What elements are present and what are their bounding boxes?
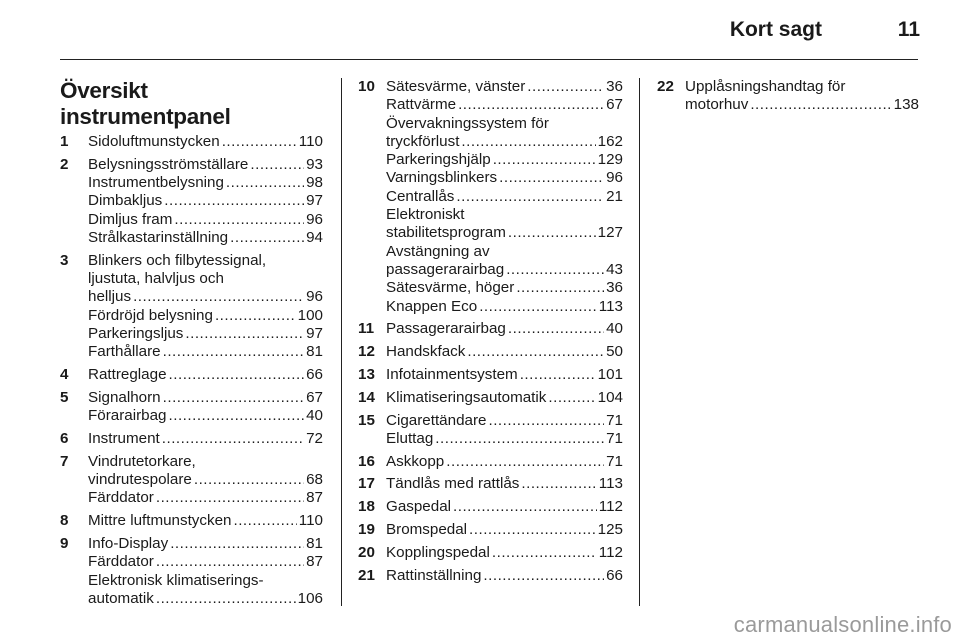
item-number: 11 <box>358 320 375 338</box>
page-reference[interactable]: 67 <box>606 96 623 114</box>
index-line <box>88 270 323 288</box>
entry-label: Sätesvärme, höger <box>386 279 515 297</box>
index-entry <box>358 78 623 316</box>
entry-label: Varningsblinkers <box>386 169 498 187</box>
leader-dots <box>456 188 604 206</box>
item-number: 5 <box>60 388 69 406</box>
entry-label: Dimljus fram <box>88 210 173 228</box>
item-number: 16 <box>358 452 375 470</box>
index-entry <box>358 567 623 585</box>
page-number: 11 <box>897 18 920 41</box>
leader-dots <box>467 343 604 361</box>
index-line <box>88 430 323 448</box>
index-entry <box>358 498 623 516</box>
leader-dots <box>435 430 604 448</box>
index-entry <box>358 544 623 562</box>
page-reference[interactable]: 129 <box>597 151 623 169</box>
entry-label: Infotainmentsystem <box>386 365 518 383</box>
index-line <box>88 553 323 571</box>
index-line <box>88 389 323 407</box>
index-line <box>386 206 623 224</box>
index-line <box>386 498 623 516</box>
index-line <box>88 192 323 210</box>
page-reference[interactable]: 72 <box>306 429 323 447</box>
entry-label: vindrutespolare <box>88 471 192 489</box>
page-reference[interactable]: 50 <box>606 343 623 361</box>
page-reference[interactable]: 138 <box>893 96 919 114</box>
index-entry <box>60 389 323 426</box>
page-reference[interactable]: 97 <box>306 324 323 342</box>
entry-label: Färddator <box>88 553 154 571</box>
leader-dots <box>156 590 296 608</box>
column-1 <box>60 78 323 613</box>
item-number: 17 <box>358 475 375 493</box>
page-reference[interactable]: 87 <box>306 489 323 507</box>
leader-dots <box>174 211 304 229</box>
page-header <box>0 18 920 48</box>
entry-label: Upplåsningshandtag för <box>685 78 846 95</box>
page-reference[interactable]: 100 <box>297 306 323 324</box>
leader-dots <box>508 320 604 338</box>
index-line <box>386 151 623 169</box>
page-reference[interactable]: 112 <box>598 498 623 516</box>
leader-dots <box>156 489 304 507</box>
column-divider <box>341 78 342 606</box>
leader-dots <box>508 224 596 242</box>
leader-dots <box>479 298 597 316</box>
entry-label: Belysningsströmställare <box>88 155 249 173</box>
leader-dots <box>156 553 304 571</box>
index-line <box>386 412 623 430</box>
leader-dots <box>446 453 604 471</box>
entry-label: Farthållare <box>88 343 161 361</box>
watermark: carmanualsonline.info <box>733 612 952 637</box>
page-reference[interactable]: 40 <box>606 320 623 338</box>
item-number: 8 <box>60 512 69 530</box>
page-reference[interactable]: 96 <box>306 288 323 306</box>
index-line <box>386 133 623 151</box>
index-line <box>386 320 623 338</box>
index-line <box>386 453 623 471</box>
page-reference[interactable]: 71 <box>606 429 623 447</box>
entry-label: Sidoluftmunstycken <box>88 133 220 150</box>
page-reference[interactable]: 96 <box>606 169 623 187</box>
index-line <box>386 188 623 206</box>
index-line <box>88 174 323 192</box>
index-line <box>88 590 323 608</box>
entry-label: Knappen Eco <box>386 297 478 315</box>
index-line <box>386 261 623 279</box>
leader-dots <box>170 535 304 553</box>
page-reference[interactable]: 98 <box>306 174 323 192</box>
entry-label: Instrumentbelysning <box>88 174 224 192</box>
index-line <box>386 279 623 297</box>
leader-dots <box>222 133 297 151</box>
page-reference[interactable]: 67 <box>306 388 323 406</box>
page-reference[interactable]: 71 <box>606 411 623 429</box>
index-entry <box>60 453 323 508</box>
index-line <box>685 96 919 114</box>
entry-label: Centrallås <box>386 187 455 205</box>
leader-dots <box>215 307 296 325</box>
index-line <box>386 544 623 562</box>
item-number: 21 <box>358 566 375 584</box>
index-line <box>685 78 919 96</box>
leader-dots <box>226 174 304 192</box>
entry-label: Gaspedal <box>386 498 452 516</box>
item-number: 6 <box>60 429 69 447</box>
entry-label: Passagerarairbag <box>386 320 506 338</box>
leader-dots <box>230 229 304 247</box>
entry-label: Dimbakljus <box>88 192 163 210</box>
page-reference[interactable]: 113 <box>598 475 623 493</box>
page-reference[interactable]: 162 <box>597 132 623 150</box>
page-reference[interactable]: 112 <box>598 543 623 561</box>
item-number: 19 <box>358 521 375 539</box>
index-line <box>88 343 323 361</box>
chapter-title: Kort sagt <box>729 18 822 41</box>
index-entry <box>60 430 323 448</box>
index-line <box>386 243 623 261</box>
leader-dots <box>163 389 304 407</box>
page-reference[interactable]: 71 <box>606 452 623 470</box>
leader-dots <box>133 288 304 306</box>
index-line <box>88 307 323 325</box>
leader-dots <box>194 471 304 489</box>
entry-label: stabilitetsprogram <box>386 224 506 242</box>
index-line <box>386 389 623 407</box>
page-reference[interactable]: 87 <box>306 553 323 571</box>
entry-label: Vindrutetorkare, <box>88 452 196 470</box>
index-line <box>386 567 623 585</box>
index-line <box>88 156 323 174</box>
leader-dots <box>461 133 595 151</box>
index-entry <box>358 320 623 338</box>
index-line <box>88 572 323 590</box>
entry-label: Kopplingspedal <box>386 543 490 561</box>
index-line <box>88 407 323 425</box>
page-reference[interactable]: 96 <box>306 210 323 228</box>
index-line <box>386 169 623 187</box>
index-line <box>386 298 623 316</box>
entry-label: Klimatiseringsautomatik <box>386 388 547 406</box>
index-line <box>88 229 323 247</box>
index-entry <box>657 78 919 115</box>
page-reference[interactable]: 66 <box>606 566 623 584</box>
entry-label: motorhuv <box>685 96 749 114</box>
entry-label: Bromspedal <box>386 521 468 539</box>
item-number: 9 <box>60 534 69 552</box>
index-entry <box>358 453 623 471</box>
index-entry <box>358 389 623 407</box>
index-entry <box>60 535 323 608</box>
item-number: 12 <box>358 343 375 361</box>
leader-dots <box>520 366 596 384</box>
entry-label: Blinkers och filbytessignal, <box>88 251 267 269</box>
entry-label: Rattvärme <box>386 96 457 114</box>
page-reference[interactable]: 104 <box>597 388 623 406</box>
page-reference[interactable]: 40 <box>306 407 323 425</box>
leader-dots <box>169 366 305 384</box>
column-divider <box>639 78 640 606</box>
leader-dots <box>499 169 604 187</box>
index-line <box>88 366 323 384</box>
index-entry <box>60 133 323 151</box>
entry-label: Strålkastarinställning <box>88 228 229 246</box>
index-entry <box>358 521 623 539</box>
page-reference[interactable]: 127 <box>597 224 623 242</box>
page-reference[interactable]: 113 <box>598 297 623 315</box>
page-reference[interactable]: 101 <box>597 365 623 383</box>
item-number: 13 <box>358 365 375 383</box>
item-number: 14 <box>358 388 375 406</box>
item-number: 18 <box>358 498 375 516</box>
column-2 <box>358 78 623 589</box>
item-number: 15 <box>358 411 375 429</box>
entry-label: Info-Display <box>88 534 169 552</box>
leader-dots <box>164 192 304 210</box>
index-entry <box>60 366 323 384</box>
entry-label: automatik <box>88 589 154 607</box>
entry-label: Handskfack <box>386 343 466 361</box>
index-line <box>386 224 623 242</box>
leader-dots <box>169 407 305 425</box>
index-line <box>88 535 323 553</box>
index-line <box>386 343 623 361</box>
index-entry <box>60 512 323 530</box>
index-line <box>88 471 323 489</box>
entry-label: helljus <box>88 288 132 306</box>
page-reference[interactable]: 68 <box>306 471 323 489</box>
entry-label: Rattreglage <box>88 366 167 384</box>
index-entry <box>358 343 623 361</box>
leader-dots <box>185 325 304 343</box>
entry-label: Elektroniskt <box>386 206 465 224</box>
entry-label: Förarairbag <box>88 407 167 425</box>
leader-dots <box>162 430 304 448</box>
index-line <box>88 325 323 343</box>
entry-label: Sätesvärme, vänster <box>386 78 526 95</box>
index-entry <box>358 412 623 449</box>
leader-dots <box>548 389 595 407</box>
entry-label: Cigarettändare <box>386 411 487 429</box>
index-line <box>88 288 323 306</box>
index-line <box>88 133 323 151</box>
index-entry <box>358 475 623 493</box>
index-line <box>88 211 323 229</box>
entry-label: Askkopp <box>386 452 445 470</box>
page-reference[interactable]: 81 <box>306 343 323 361</box>
entry-label: Mittre luftmunstycken <box>88 512 232 530</box>
header-rule <box>60 59 918 60</box>
leader-dots <box>492 544 597 562</box>
index-line <box>386 430 623 448</box>
page-reference[interactable]: 21 <box>606 187 623 205</box>
index-line <box>88 252 323 270</box>
leader-dots <box>493 151 596 169</box>
index-line <box>386 115 623 133</box>
leader-dots <box>453 498 597 516</box>
leader-dots <box>250 156 304 174</box>
leader-dots <box>506 261 604 279</box>
item-number: 1 <box>60 133 69 150</box>
index-line <box>386 96 623 114</box>
entry-label: Parkeringsljus <box>88 324 184 342</box>
index-line <box>88 453 323 471</box>
leader-dots <box>521 475 596 493</box>
page-reference[interactable]: 36 <box>606 279 623 297</box>
leader-dots <box>488 412 604 430</box>
entry-label: Färddator <box>88 489 154 507</box>
item-number: 10 <box>358 78 375 95</box>
entry-label: Eluttag <box>386 429 434 447</box>
item-number: 20 <box>358 543 375 561</box>
index-line <box>88 512 323 530</box>
entry-label: Rattinställning <box>386 566 482 584</box>
entry-label: Parkeringshjälp <box>386 151 491 169</box>
entry-label: passagerarairbag <box>386 260 505 278</box>
index-line <box>88 489 323 507</box>
page-reference[interactable]: 36 <box>606 78 623 95</box>
entry-label: tryckförlust <box>386 132 460 150</box>
section-title: Översikt instrumentpanel <box>60 78 231 129</box>
leader-dots <box>750 96 891 114</box>
leader-dots <box>469 521 596 539</box>
page-reference[interactable]: 125 <box>597 521 623 539</box>
index-line <box>386 366 623 384</box>
entry-label: Fördröjd belysning <box>88 306 213 324</box>
entry-label: Övervakningssystem för <box>386 114 549 132</box>
index-line <box>386 78 623 96</box>
page-reference[interactable]: 81 <box>306 534 323 552</box>
entry-label: Tändlås med rattlås <box>386 475 520 493</box>
entry-label: Avstängning av <box>386 242 490 260</box>
item-number: 2 <box>60 155 69 173</box>
leader-dots <box>483 567 604 585</box>
page-reference[interactable]: 93 <box>306 155 323 173</box>
index-line <box>386 475 623 493</box>
item-number: 4 <box>60 366 69 384</box>
leader-dots <box>233 512 296 530</box>
leader-dots <box>458 96 604 114</box>
index-entry <box>60 156 323 247</box>
leader-dots <box>163 343 305 361</box>
index-line <box>386 521 623 539</box>
leader-dots <box>516 279 604 297</box>
leader-dots <box>527 78 604 96</box>
item-number: 22 <box>657 78 674 95</box>
column-3 <box>657 78 919 119</box>
entry-label: Signalhorn <box>88 388 161 406</box>
page-reference[interactable]: 43 <box>606 260 623 278</box>
page-reference[interactable]: 110 <box>298 512 323 530</box>
page-reference[interactable]: 106 <box>297 589 323 607</box>
page-reference[interactable]: 94 <box>306 228 323 246</box>
entry-label: ljustuta, halvljus och <box>88 270 224 288</box>
page-reference[interactable]: 97 <box>306 192 323 210</box>
page-reference[interactable]: 110 <box>298 133 323 150</box>
page-reference[interactable]: 66 <box>306 366 323 384</box>
item-number: 7 <box>60 452 69 470</box>
entry-label: Instrument <box>88 429 160 447</box>
item-number: 3 <box>60 251 69 269</box>
entry-label: Elektronisk klimatiserings- <box>88 571 264 589</box>
index-entry <box>60 252 323 362</box>
index-entry <box>358 366 623 384</box>
